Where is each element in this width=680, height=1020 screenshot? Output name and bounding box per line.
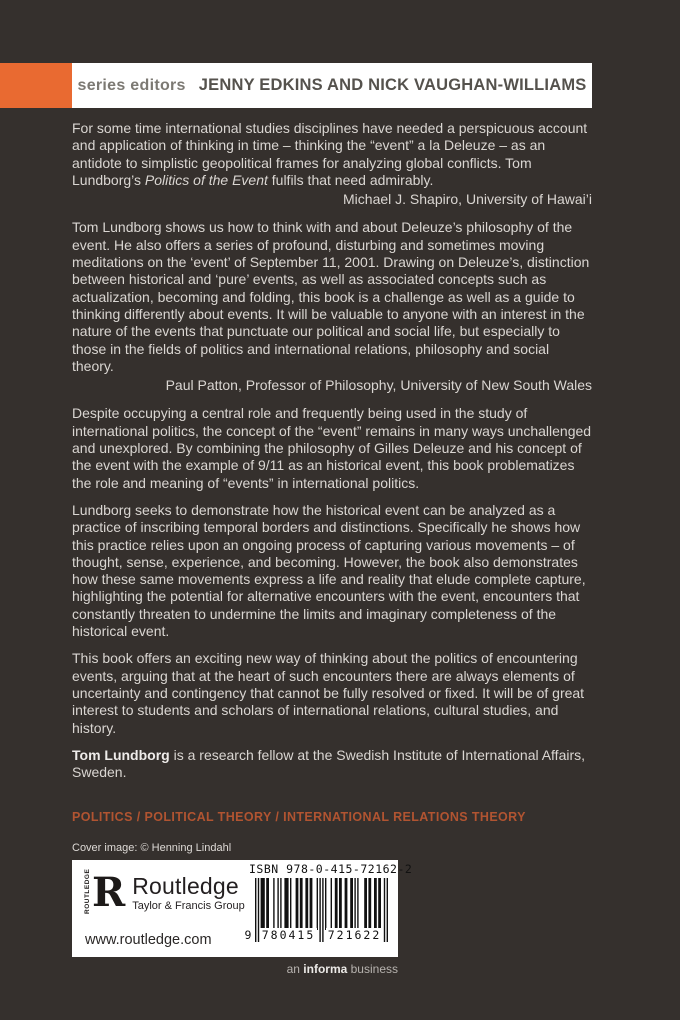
book-title-italic: Politics of the Event <box>144 171 268 188</box>
barcode-digit-first: 9 <box>244 928 252 942</box>
routledge-vertical-text: ROUTLEDGE <box>84 868 91 914</box>
endorsement-1-text: For some time international studies disciplines have needed a perspicuous account and application of thinking in time – thinking the “event” a la Deleuze – as an antidote to simplistic geopolitical frames for analyzing global conflicts. Tom Lundborg’s <box>72 120 588 188</box>
synopsis-paragraph-2: Lundborg seeks to demonstrate how the historical event can be analyzed as a practice of inscribing temporal borders and distinctions. Specifically he shows how this practice relies upon an ongoing process of capturing various movements – of thought, sense, experience, and becoming. However, the book also demonstrates how these same movements express a life and reality that elude complete capture, highlighting the potential for alternative encounters with the event, encounters that constantly threaten to undermine the limits and imaginary completeness of the historical event. <box>72 501 586 640</box>
barcode-digits-left: 780415 <box>261 928 316 942</box>
isbn-number: ISBN 978-0-415-72162-2 <box>249 862 413 876</box>
informa-post: business <box>347 962 398 976</box>
publisher-box <box>72 860 413 957</box>
author-name: Tom Lundborg <box>72 746 170 763</box>
back-cover-text <box>72 120 592 791</box>
subject-categories: POLITICS / POLITICAL THEORY / INTERNATIONAL RELATIONS THEORY <box>72 810 526 824</box>
barcode-digits-right: 721622 <box>327 928 382 942</box>
endorsement-1-text-end: fulfils that need admirably. <box>267 171 434 188</box>
series-editors-label: series editors <box>77 76 186 94</box>
cover-image-credit: Cover image: © Henning Lindahl <box>72 842 232 854</box>
synopsis-paragraph-3: This book offers an exciting new way of thinking about the politics of encountering events, arguing that at the heart of such encounters there are always elements of uncertainty and contingency that cannot be fully resolved or fixed. It will be of great interest to students and scholars of international relations, cultural studies, and history. <box>72 650 585 736</box>
publisher-tagline: Taylor & Francis Group <box>132 900 245 912</box>
routledge-logo <box>84 868 245 916</box>
series-editors-banner <box>72 63 592 108</box>
series-editors-names: JENNY EDKINS AND NICK VAUGHAN-WILLIAMS <box>198 76 587 94</box>
routledge-wordmark <box>132 872 244 912</box>
endorsement-1-attribution: Michael J. Shapiro, University of Hawai’i <box>343 191 592 208</box>
informa-line <box>72 962 398 976</box>
barcode-bars <box>244 878 388 942</box>
endorsement-1 <box>72 120 592 189</box>
author-bio <box>72 747 592 782</box>
publisher-name: Routledge <box>132 873 239 899</box>
synopsis-paragraph-1: Despite occupying a central role and frequently being used in the study of international politics, the concept of the “event” remains in many ways unchallenged and unexplored. By combining the philosophy of Gilles Deleuze and his concept of the event with the example of 9/11 as an historical event, this book problematizes the role and meaning of “events” in international politics. <box>72 405 592 491</box>
endorsement-2: Tom Lundborg shows us how to think with and about Deleuze’s philosophy of the event. He also offers a series of profound, disturbing and sometimes moving meditations on the ‘event’ of September 11, 2001. Drawing on Deleuze’s, distinction between historical and ‘pure’ events, as well as associated concepts such as actualization, becoming and folding, this book is a challenge as well as a guide to thinking differently about events. It will be valuable to anyone with an interest in the nature of the events that punctuate our political and social life, but especially to those in the fields of politics and international relations, philosophy and social theory. <box>72 219 590 374</box>
publisher-website: www.routledge.com <box>85 932 212 948</box>
author-bio-text: is a research fellow at the Swedish Institute of International Affairs, Sweden. <box>72 746 586 781</box>
informa-brand: informa <box>303 962 348 976</box>
orange-accent-block <box>0 63 72 108</box>
endorsement-2-attribution: Paul Patton, Professor of Philosophy, University of New South Wales <box>165 377 592 394</box>
routledge-r-icon: R <box>92 869 126 916</box>
informa-pre: an <box>286 962 304 976</box>
isbn-barcode <box>244 862 413 942</box>
